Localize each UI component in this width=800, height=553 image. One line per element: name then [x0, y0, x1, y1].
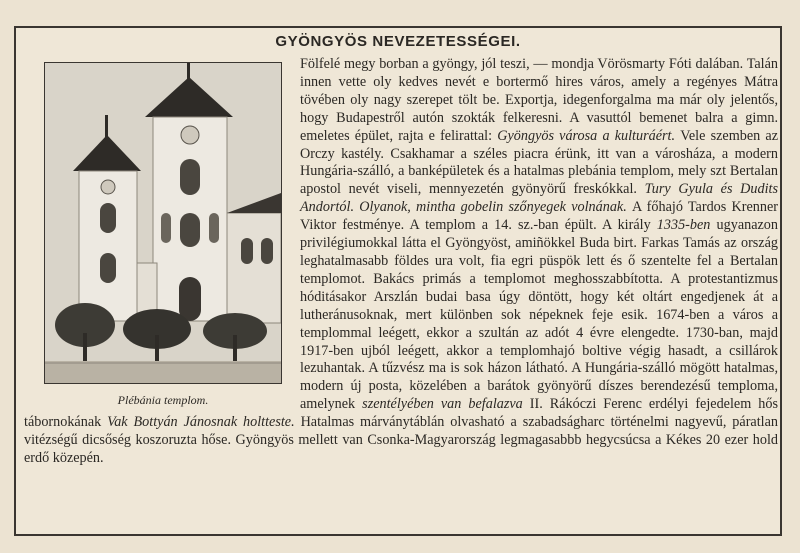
text-segment: Vele szemben az Orczy kastély. Csakhamar a széles piacra érünk, itt van a városháza, a modern Hungária-szálló, a banképületek és a hatalmas plebánia templom, mely szt Bertalan apostol nevét viseli, mennyezetén gyönyörű freskókkal.: [300, 127, 779, 198]
church-illustration: [45, 63, 281, 383]
quoted-inscription: Gyöngyös városa a kulturáért.: [497, 127, 681, 144]
page-title: GYÖNGYÖS NEVEZETESSÉGEI.: [275, 33, 521, 50]
text-segment: ugyanazon privilégiumokkal látta el Gyöngyöst, amiñökkel Buda birt. Farkas Tamás az ország leghatalmasabb földes ura volt, fia egri püspök lett és ő szentelte fel a Bertalan templomot. Bakács primás a templomot meghosszabbította. A protestantizmus hóditásakor Arszlán budai basa úgy döntött, hogy két oltárt engedjenek át a lutheránusoknak, mert különben sok népeknek feje esik. 1674-ben a város a templommal leégett, ekkor a szultán az adót 4 évre elengedte. 1730-ban, majd 1917-ben ujból leégett, akkor a templomhajó boltive végig hasadt, a csillárok lezuhantak. A tűzvész ma is sok házon látható. A Hungária-szálló mögött hatalmas, modern új posta, közelében a barátok gyönyörű díszes berendezésű temploma, amelynek: [300, 217, 778, 413]
italic-phrase: szentélyében van befalazva: [362, 396, 530, 413]
fresco-artists: Tury Gyula és Dudits Andortól. Olyanok, mintha gobelin szőnyegek volnának.: [300, 181, 778, 216]
church-photo: [44, 62, 282, 384]
text-segment: Fölfelé megy borban a gyöngy, jól teszi, — mondja Vörösmarty Fóti dalában. Talán innen vette oly kedves nevét e bortermő hires város, amely a regényes Mátra tövében oly nagy szerepet tölt be. Exportja, idegenforgalma ma már oly jelentős, hogy Budapestről autón szokták felkeresni. A vasuttól bemenet balra a gimn. emeletes épület, rajta e felirattal:: [300, 56, 778, 144]
text-segment: A főhajó Tardos Krenner Viktor festménye. A templom a 14. sz.-ban épült. A király: [300, 199, 778, 234]
text-segment: Hatalmas márványtáblán olvasható a szabadságharc történelmi nagyevű, páratlan vitézségű dicsőség koszoruzta hőse. Gyöngyös mellett van Csonka-Magyarország legmagasabbb hegycsúcsa a Kékes 20 ezer hold erdő közepén.: [24, 414, 778, 466]
photo-caption: Plébánia templom.: [117, 393, 209, 407]
year-highlight: 1335-ben: [656, 217, 717, 234]
article-text: [24, 56, 778, 468]
text-segment: II. Rákóczi Ferenc erdélyi fejedelem hős tábornokának: [24, 396, 778, 431]
italic-name: Vak Bottyán Jánosnak holtteste.: [107, 414, 301, 431]
photo-figure: [44, 62, 282, 414]
postcard-panel: [14, 26, 782, 536]
